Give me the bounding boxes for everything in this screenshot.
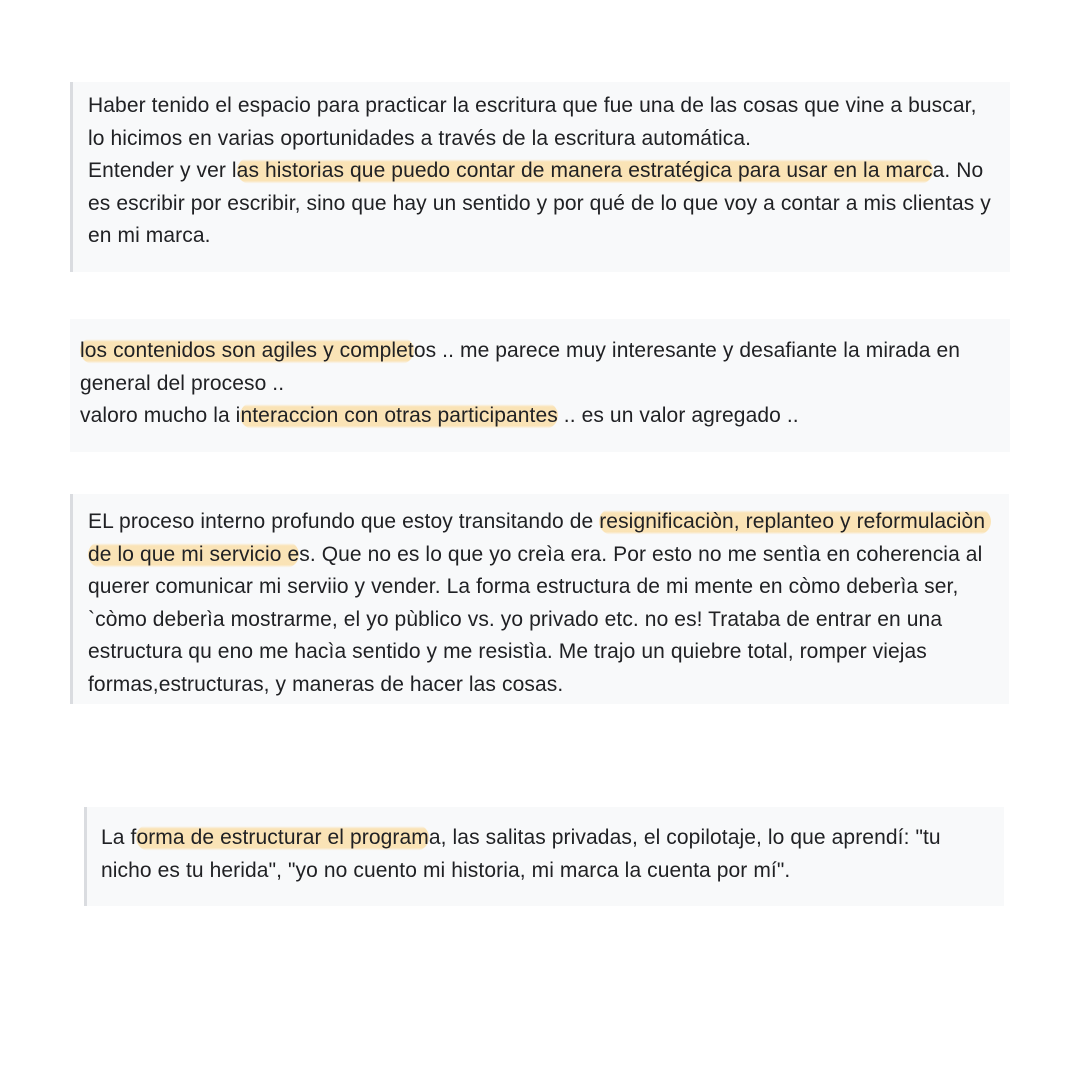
testimonial-card-3 [70, 494, 1009, 704]
highlighted-phrase: los contenidos son agiles y complet [80, 339, 414, 362]
highlighted-phrase: nteraccion con otras participantes [240, 404, 558, 428]
text-segment: os .. me parece muy interesante y desafiante la mirada en general del proceso .. valoro mucho la i [80, 339, 961, 428]
testimonial-card-2 [70, 319, 1010, 452]
text-segment: La f [101, 826, 137, 849]
testimonial-card-1 [70, 82, 1010, 272]
text-segment: Haber tenido el espacio para practicar la escritura que fue una de las cosas que vine a buscar, lo hicimos en varias oportunidades a través de la escritura automática. Entender y ver l [88, 94, 977, 183]
highlighted-phrase: orma de estructurar el program [136, 826, 429, 849]
text-segment: a. No es escribir por escribir, sino que hay un sentido y por qué de lo que voy a contar a mis clientas y en mi marca. [88, 159, 997, 248]
highlighted-phrase: resignificaciòn, replanteo y reformulaciòn de lo que mi servicio e [88, 510, 992, 566]
text-segment: a, las salitas privadas, el copilotaje, lo que aprendí: "tu nicho es tu herida", "yo no cuento mi historia, mi marca la cuenta por mí". [101, 826, 947, 882]
testimonial-card-4 [84, 807, 1004, 906]
text-segment: s. Que no es lo que yo creìa era. Por esto no me sentìa en coherencia al querer comunicar mi serviio y vender. La forma estructura de mi mente en còmo deberìa ser, `còmo deberìa mostrarme, el yo pùblico vs. yo privado etc. no es! Trataba de entrar en una estructura qu eno me hacìa sentido y me resistìa. Me trajo un quiebre total, romper viejas formas,estructuras, y maneras de hacer las cosas. [88, 542, 989, 696]
text-segment: EL proceso interno profundo que estoy transitando de [88, 510, 600, 533]
testimonial-text [80, 335, 996, 433]
testimonial-text [101, 822, 990, 887]
testimonial-text [88, 506, 995, 702]
text-segment: .. es un valor agregado .. [557, 404, 799, 428]
highlighted-phrase: as historias que puedo contar de manera estratégica para usar en la marc [236, 159, 933, 183]
testimonial-text [88, 90, 996, 253]
